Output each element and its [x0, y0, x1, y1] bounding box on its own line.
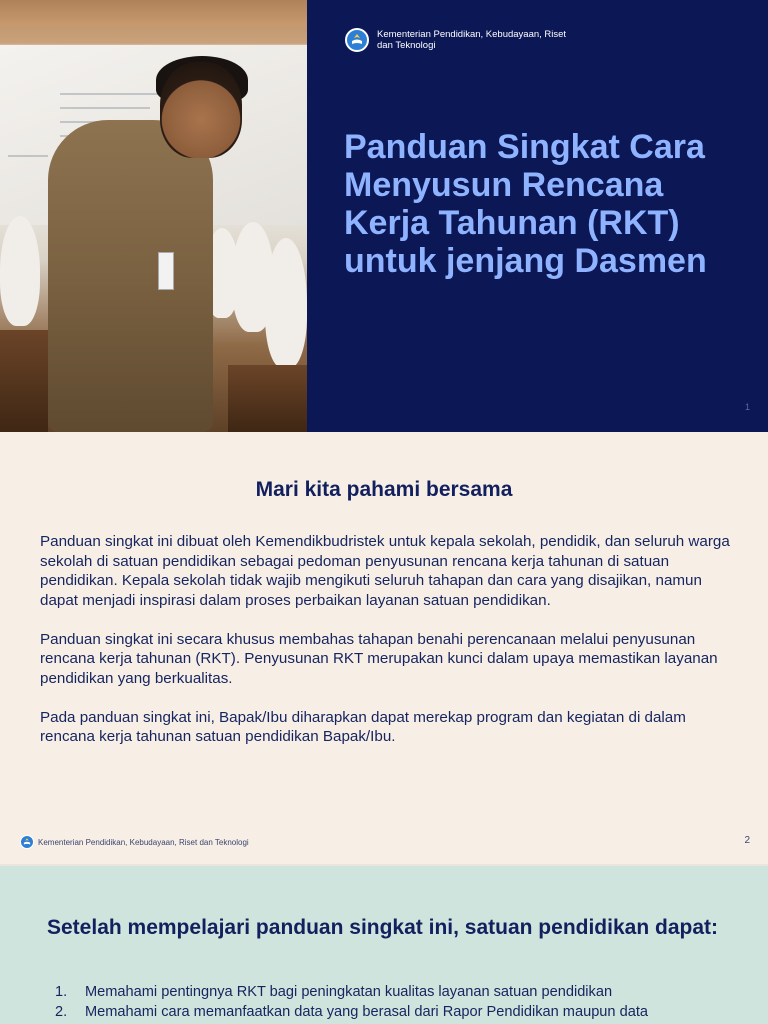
list-text: Memahami cara memanfaatkan data yang berasal dari Rapor Pendidikan maupun data	[85, 1004, 648, 1020]
section-heading: Mari kita pahami bersama	[255, 478, 513, 501]
page-number: 1	[744, 402, 750, 412]
page-number: 2	[744, 835, 750, 846]
list-item	[55, 982, 755, 1002]
ministry-header	[345, 28, 567, 52]
page-title: Panduan Singkat Cara Menyusun Rencana Kerja Tahunan (RKT) untuk jenjang Dasmen	[344, 128, 707, 280]
ministry-logo-icon	[20, 835, 34, 849]
objectives-list	[55, 982, 755, 1022]
paragraph: Panduan singkat ini dibuat oleh Kemendikbudristek untuk kepala sekolah, pendidik, dan seluruh warga sekolah di satuan pendidikan sebagai pedoman penyusunan rencana kerja tahunan di satuan pendidikan. Kepala sekolah tidak wajib mengikuti seluruh tahapan dan cara yang disajikan, namun dapat menjadi inspirasi dalam proses perbaikan layanan satuan pendidikan.	[40, 533, 730, 609]
section-heading: Setelah mempelajari panduan singkat ini, satuan pendidikan dapat:	[47, 916, 718, 939]
footer-ministry-name: Kementerian Pendidikan, Kebudayaan, Riset dan Teknologi	[38, 837, 249, 847]
id-badge	[158, 252, 174, 290]
list-item	[55, 1002, 755, 1022]
teacher	[48, 120, 213, 432]
list-number: 1.	[55, 984, 68, 1000]
slide-objectives	[0, 866, 768, 1024]
ministry-logo-icon	[345, 28, 369, 52]
slide-intro	[0, 432, 768, 864]
student	[0, 216, 40, 326]
desk	[0, 330, 48, 432]
student	[265, 238, 307, 368]
paragraph: Panduan singkat ini secara khusus membahas tahapan benahi perencanaan melalui penyusunan rencana kerja tahunan (RKT). Penyusunan RKT merupakan kunci dalam upaya memastikan layanan pendidikan yang berkualitas.	[40, 630, 718, 687]
desk	[228, 365, 307, 432]
intro-body	[40, 532, 730, 766]
ministry-name: Kementerian Pendidikan, Kebudayaan, Riset dan Teknologi	[377, 29, 567, 51]
ceiling	[0, 0, 307, 26]
slide-cover	[0, 0, 768, 432]
slide-footer	[20, 835, 249, 849]
classroom-photo	[0, 0, 307, 432]
teacher-head	[160, 62, 242, 158]
title-panel	[307, 0, 768, 432]
list-text: Memahami pentingnya RKT bagi peningkatan kualitas layanan satuan pendidikan	[85, 984, 613, 1000]
list-number: 2.	[55, 1004, 68, 1020]
paragraph: Pada panduan singkat ini, Bapak/Ibu diharapkan dapat merekap program dan kegiatan di dalam rencana kerja tahunan satuan pendidikan Bapak/Ibu.	[40, 708, 686, 745]
